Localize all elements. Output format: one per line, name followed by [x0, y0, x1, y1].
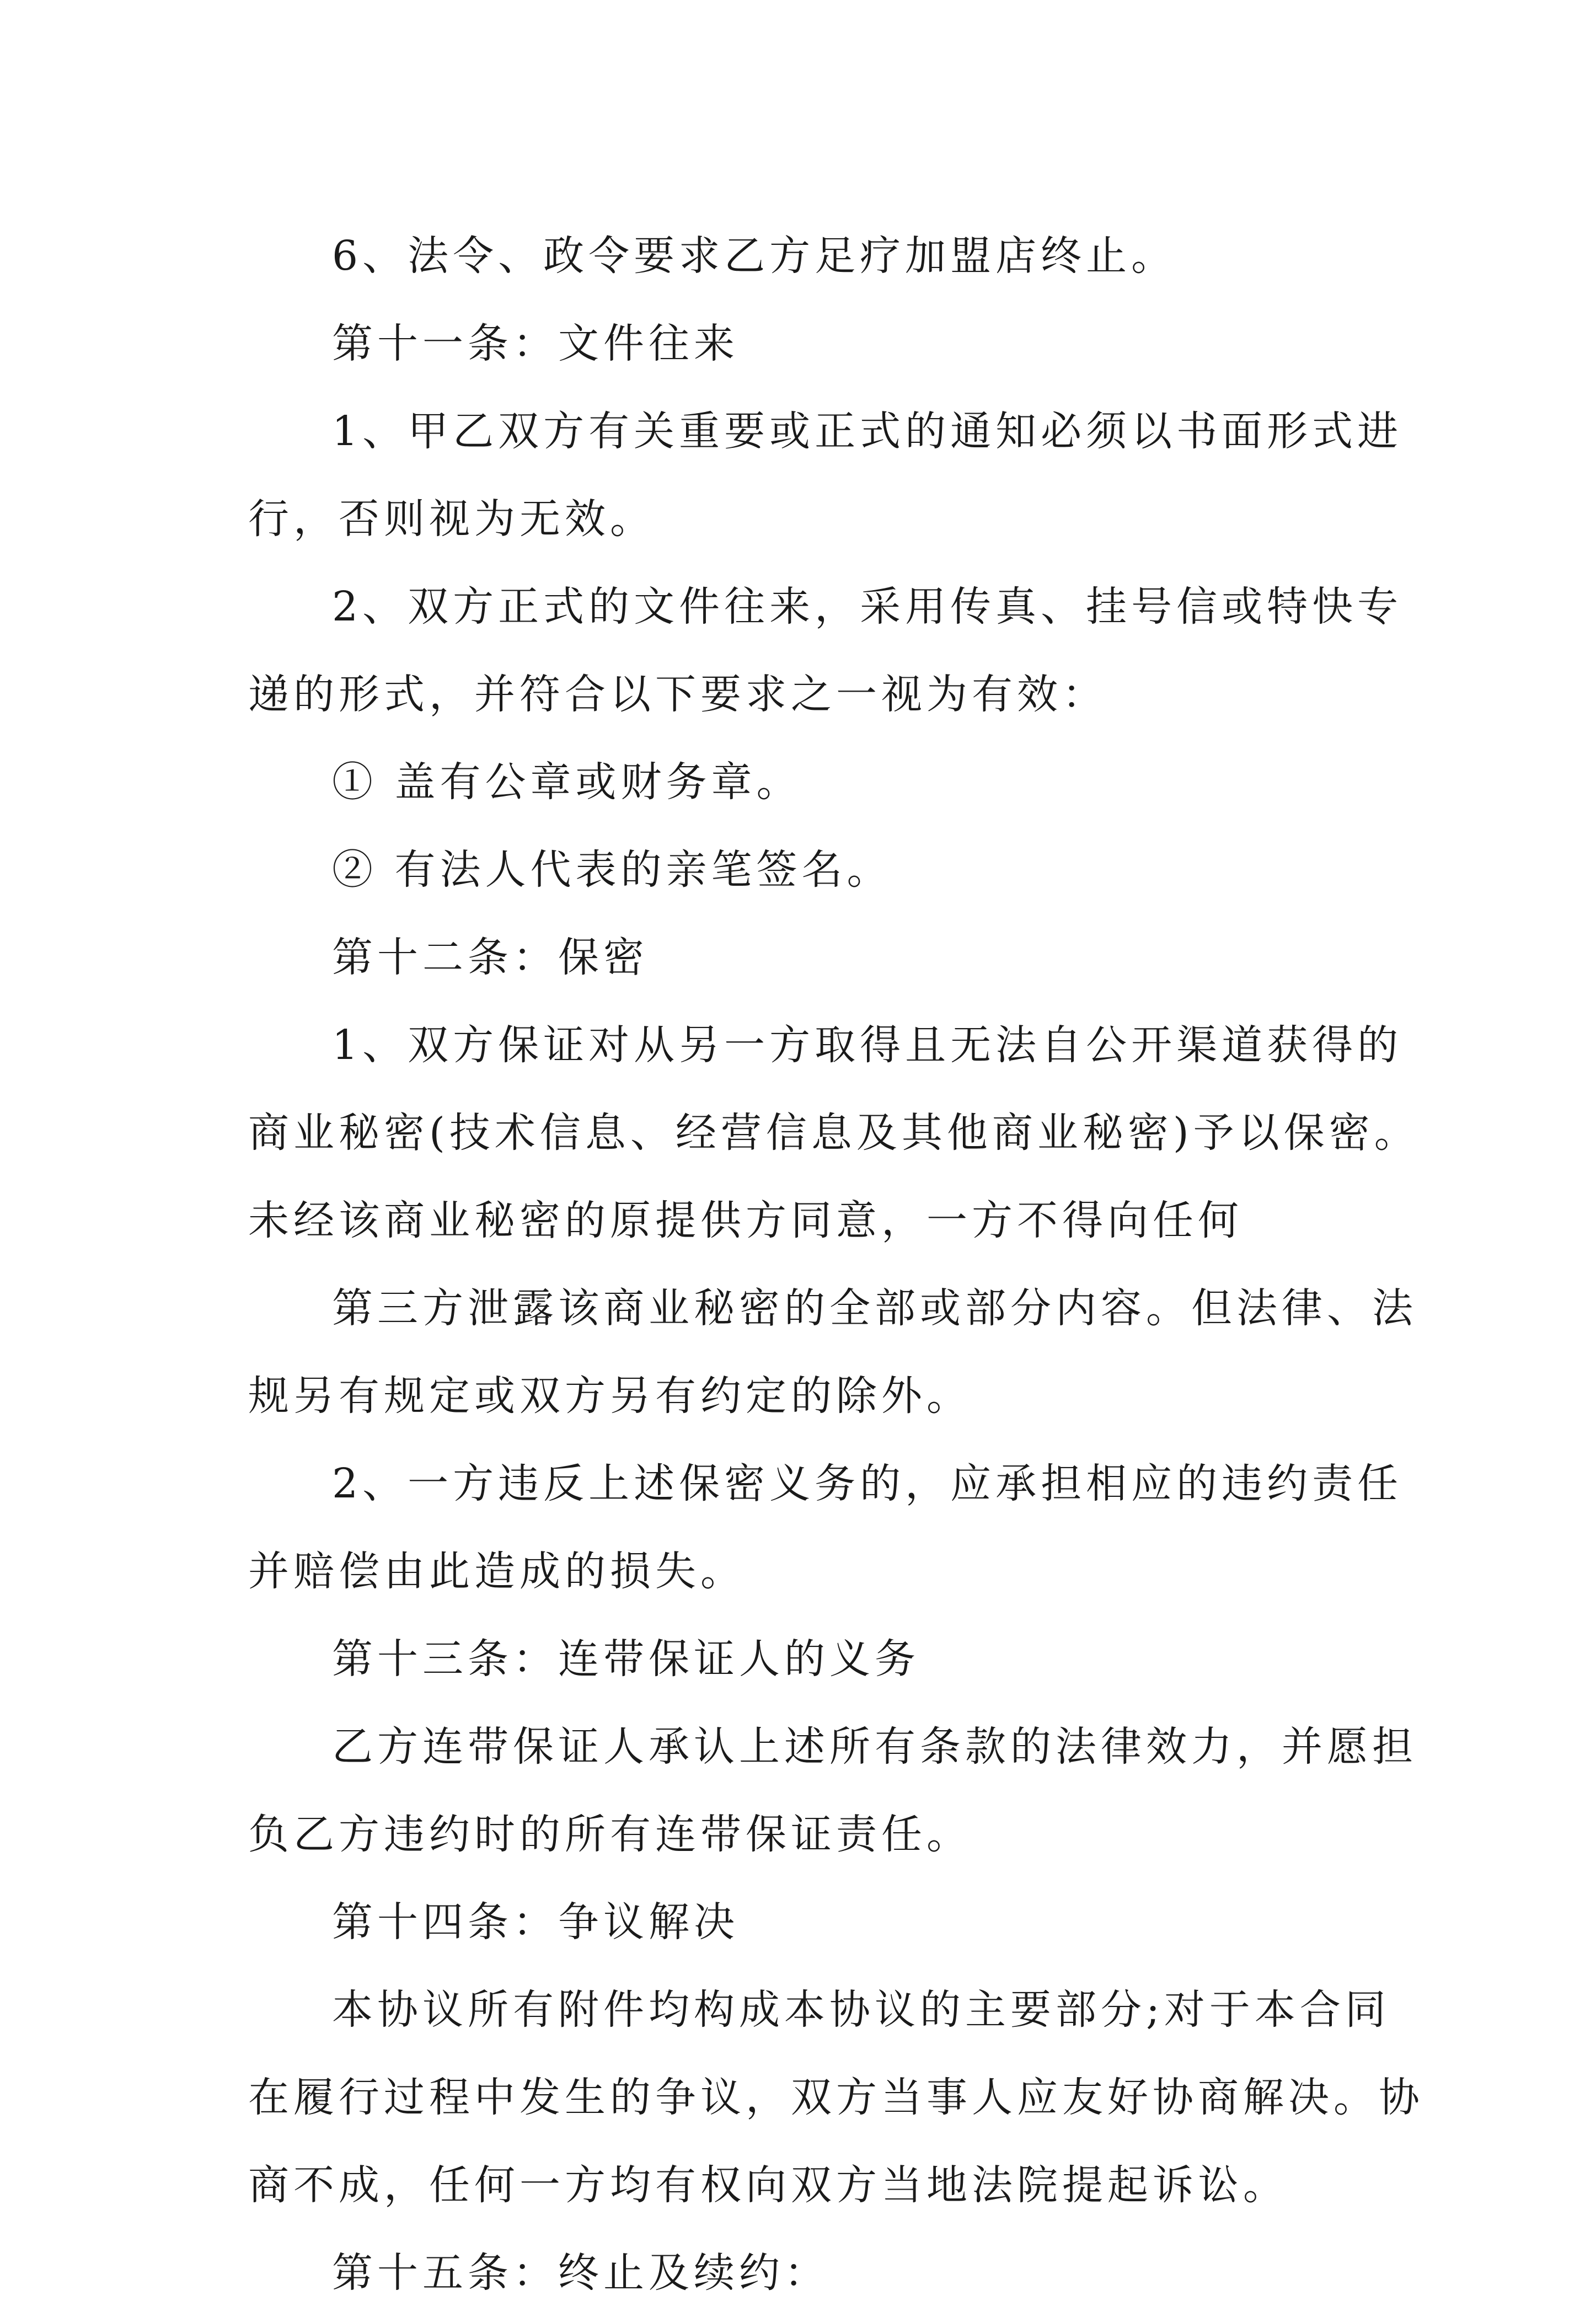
section-heading-12: 第十二条：保密 — [332, 934, 649, 981]
list-item: ① 盖有公章或财务章。 — [332, 758, 802, 806]
paragraph-line: 商业秘密(技术信息、经营信息及其他商业秘密)予以保密。 — [248, 1109, 1420, 1157]
paragraph-line: 乙方连带保证人承认上述所有条款的法律效力，并愿担 — [332, 1723, 1417, 1770]
paragraph-line: 商不成，任何一方均有权向双方当地法院提起诉讼。 — [248, 2161, 1288, 2209]
section-heading-13: 第十三条：连带保证人的义务 — [332, 1635, 920, 1683]
paragraph-line: 行，否则视为无效。 — [248, 495, 655, 543]
paragraph-line: 规另有规定或双方另有约定的除外。 — [248, 1372, 972, 1420]
paragraph-line: 在履行过程中发生的争议，双方当事人应友好协商解决。协 — [248, 2074, 1424, 2121]
paragraph-line: 1、甲乙双方有关重要或正式的通知必须以书面形式进 — [332, 408, 1403, 455]
list-item: ② 有法人代表的亲笔签名。 — [332, 846, 892, 893]
paragraph-line: 未经该商业秘密的原提供方同意，一方不得向任何 — [248, 1197, 1243, 1244]
paragraph-line: 2、一方违反上述保密义务的，应承担相应的违约责任 — [332, 1460, 1403, 1507]
paragraph-line: 1、双方保证对从另一方取得且无法自公开渠道获得的 — [332, 1021, 1403, 1069]
paragraph-line: 递的形式，并符合以下要求之一视为有效： — [248, 671, 1107, 718]
document-body — [248, 212, 1424, 2317]
paragraph-line: 并赔偿由此造成的损失。 — [248, 1548, 746, 1595]
section-heading-11: 第十一条：文件往来 — [332, 320, 739, 367]
paragraph-line: 第三方泄露该商业秘密的全部或部分内容。但法律、法 — [332, 1285, 1417, 1332]
paragraph-line: 负乙方违约时的所有连带保证责任。 — [248, 1811, 972, 1858]
section-heading-15: 第十五条：终止及续约： — [332, 2249, 829, 2297]
paragraph-line: 本协议所有附件均构成本协议的主要部分;对于本合同 — [332, 1986, 1390, 2034]
paragraph-line: 6、法令、政令要求乙方足疗加盟店终止。 — [332, 232, 1177, 280]
paragraph-line: 2、双方正式的文件往来，采用传真、挂号信或特快专 — [332, 583, 1403, 630]
section-heading-14: 第十四条：争议解决 — [332, 1898, 739, 1946]
